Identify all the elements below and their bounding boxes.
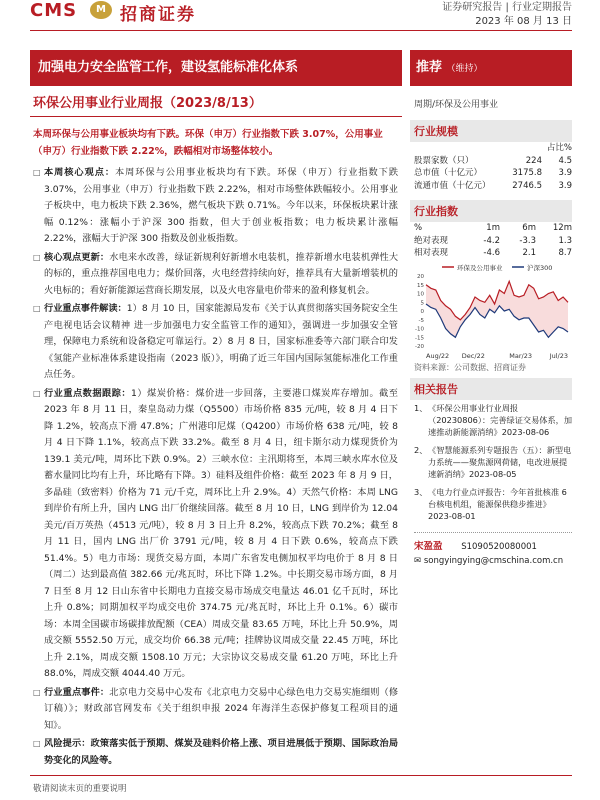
y-tick-label: 15 <box>417 282 424 289</box>
paragraph-core-view <box>33 165 398 248</box>
scale-row: 总市值（十亿元） 3175.8 3.9 <box>414 168 572 178</box>
y-tick-label: 5 <box>420 300 424 307</box>
related-reports <box>414 402 572 528</box>
logo-cn: 招商证券 <box>120 5 196 25</box>
title-divider <box>30 116 402 117</box>
x-tick-label: Mar/23 <box>509 352 533 360</box>
logo-badge-icon: M <box>90 1 112 19</box>
y-tick-label: -10 <box>415 326 424 333</box>
related-report-item[interactable]: 3、 《电力行业点评报告：今年首批核准 6 台核电机组，能源保供稳步推进》2023-08-01 <box>414 487 567 521</box>
industry-index-table: % 1m 6m 12m 绝对表现 -4.2 -3.3 1.3 相对表现 -4.6 2.1 8.7 <box>414 223 572 258</box>
headline-banner: 加强电力安全监管工作，建设氢能标准化体系 <box>30 50 402 86</box>
paragraph-text: 本周环保与公用事业板块均有下跌。环保（申万）行业指数下跌 3.07%，公用事业（申万）行业指数下跌 2.22%，相对市场整体跌幅较小。公用事业子板块中，电力板块下跌 2.36%，燃气板块下跌 0.71%。今年以来，环保板块累计涨幅 0.12%：涨幅小于沪深 300 指数，但大于创业板指数；电力板块累计涨幅 2.22%，涨幅大于沪深 300 指数及创业板指数。 <box>44 167 399 244</box>
y-tick-label: -5 <box>418 317 424 324</box>
y-tick-label: 20 <box>417 274 424 280</box>
mail-icon: ✉ <box>414 556 422 566</box>
paragraph-text: 政策落实低于预期、煤炭及硅料价格上涨、项目进展低于预期、国际政治局势变化的风险等。 <box>44 738 399 766</box>
paragraph-text: 1）煤炭价格：煤价进一步回落，主要港口煤炭库存增加。截至 2023 年 8 月 11 日，秦皇岛动力煤（Q5500）市场价格 835 元/吨，较 8 月 4 日下降 1.2%，较高点下滑 47.8%；广州港印尼煤（Q4200）市场价格 638 元/吨，较 8 月 4 日下降 1.1%，较高点下跌 33.2%。截至 8 月 4 日，纽卡斯尔动力煤现货价为 139.1 美元/吨，周环比下跌 0.9%。2）三峡水位：主汛期将至，本周三峡水库水位及蓄水量同比均有上升，环比略有下降。3）硅料及组件价格：截至 2023 年 8 月 9 日，多晶硅（致密料）价格为 71 元/千克，周环比上升 2.9%。4）天然气价格：本周 LNG 到岸价有所上升，国内 LNG 出厂价继续回落。截至 8 月 10 日，LNG 到岸价为 12.04 美元/百万英热（4513 元/吨），较 8 月 3 日上升 8.2%，较高点下跌 70.2%；截至 8 月 11 日，国内 LNG 出厂价 3791 元/吨，较 8 月 4 日下跌 0.6%，较高点下跌 51.4%。5）电力市场：现货交易方面，本周广东省发电侧加权平均电价于 8 月 8 日（周二）达到最高值 382.66 元/兆瓦时，环比下降 1.2%。中长期交易市场方面，8 月 7 日至 8 月 12 日山东省中长期电力直接交易市场成交电量达 46.01 亿千瓦时，环比上升 0.8%；同期加权平均成交电价 374.75 元/兆瓦时，环比上升 0.1%。6）碳市场：本周全国碳市场碳排放配额（CEA）周成交量 83.65 万吨，环比上升 50.9%，周成交额 5552.50 万元，成交均价 66.38 元/吨；挂牌协议周成交量 22.45 万吨，环比上升 2.1%，周成交额 1508.10 万元；大宗协议交易成交量 61.20 万吨，环比上升 88.0%，周成交额 4044.40 万元。 <box>44 387 398 679</box>
paragraph-lead: 行业重点事件解读： <box>44 303 127 314</box>
footer-divider <box>30 775 572 776</box>
legend-label: 沪深300 <box>527 264 553 272</box>
paragraph-lead: 核心观点更新： <box>44 251 110 263</box>
paragraph-lead: 行业重点数据跟踪： <box>44 387 132 399</box>
index-chart-svg <box>412 262 574 362</box>
analyst-divider <box>414 532 572 533</box>
analyst-name: 宋盈盈 <box>414 541 443 552</box>
related-report-item[interactable]: 1、 《环保公用事业行业周报（20230806）：完善绿证交易体系，加速推动新能源消纳》2023-08-06 <box>414 403 573 437</box>
y-tick-label: 0 <box>420 309 424 315</box>
paragraph-text: 北京电力交易中心发布《北京电力交易中心绿色电力交易实施细则（修订稿）》；财政部官网发布《关于组织申报 2024 年海洋生态保护修复工程项目的通知》。 <box>44 686 399 731</box>
paragraph-data-tracking <box>33 386 398 683</box>
x-tick-label: Jul/23 <box>549 352 568 360</box>
paragraph-risk <box>33 736 398 769</box>
paragraph-event-interpretation <box>33 301 398 384</box>
rating-box <box>410 50 572 86</box>
paragraph-lead: 行业重点事件： <box>44 686 110 698</box>
y-tick-label: 10 <box>417 291 424 298</box>
footer-note: 敬请阅读末页的重要说明 <box>33 784 127 794</box>
summary-text: 本周环保与公用事业板块均有下跌。环保（申万）行业指数下跌 3.07%，公用事业（申万）行业指数下跌 2.22%，跌幅相对市场整体较小。 <box>33 129 383 157</box>
industry-index-heading: 行业指数 <box>410 200 572 222</box>
analyst-info <box>414 538 572 566</box>
company-logo <box>30 0 225 25</box>
x-tick-label: Aug/22 <box>426 352 450 360</box>
paragraph-lead: 风险提示： <box>44 738 91 749</box>
paragraph-lead: 本周核心观点： <box>44 167 115 178</box>
logo-en: CMS <box>30 0 78 21</box>
paragraph-text: 1）8 月 10 日，国家能源局发布《关于认真贯彻落实国务院安全生产电视电话会议精神 进一步加强电力安全监管工作的通知》，强调进一步加强安全管理，保障电力系统和设备稳定可靠运行。2）8 月 8 日，国家标准委等六部门联合印发《氢能产业标准体系建设指南（2023 版）》，明确了近三年国内国际氢能标准化工作重点任务。 <box>44 303 398 380</box>
related-report-item[interactable]: 2、 《智慧能源系列专题报告（五）：新型电力系统——聚焦源网荷储，电改进展提速新消纳》2023-08-05 <box>414 445 572 479</box>
paragraph-text: 水电来水改善，绿证新规利好新增水电装机，推荐新增水电装机弹性大的标的，重点推荐国电电力；煤价回落，火电经营持续向好，推荐具有大量新增装机的火电标的；看好新能源运营商长期发展，以及火电容量电价带来的盈利修复机会。 <box>44 251 399 296</box>
index-row: 绝对表现 -4.2 -3.3 1.3 <box>414 235 572 246</box>
y-tick-label: -15 <box>415 335 424 342</box>
legend-label: 环保及公用事业 <box>457 264 503 272</box>
index-row: 相对表现 -4.6 2.1 8.7 <box>414 248 572 258</box>
pct-header: 占比% <box>546 143 572 153</box>
x-tick-label: Dec/22 <box>461 352 485 360</box>
rating-sub: （维持） <box>446 64 483 74</box>
paragraph-key-events <box>33 685 398 735</box>
chart-source: 资料来源：公司数据、招商证券 <box>414 363 526 372</box>
analyst-email[interactable]: songyingying@cmschina.com.cn <box>423 556 564 566</box>
industry-scale-heading: 行业规模 <box>410 120 572 142</box>
report-title: 环保公用事业行业周报（2023/8/13） <box>33 96 262 111</box>
analyst-cert: S1090520080001 <box>461 542 537 552</box>
report-date: 2023 年 08 月 13 日 <box>475 16 572 27</box>
scale-row: 流通市值（十亿元） 2746.5 3.9 <box>414 180 572 191</box>
related-heading: 相关报告 <box>410 378 572 400</box>
header-divider <box>30 30 572 31</box>
rating-label: 推荐 <box>416 60 443 75</box>
y-tick-label: -20 <box>415 344 424 350</box>
paragraph-view-update <box>33 250 398 300</box>
scale-row: 股票家数（只） 224 4.5 <box>414 155 572 166</box>
body-text <box>33 165 398 771</box>
industry-scale-table <box>414 142 572 192</box>
industry-category: 周期/环保及公用事业 <box>414 100 499 110</box>
report-type: 证券研究报告 | 行业定期报告 <box>442 2 572 13</box>
